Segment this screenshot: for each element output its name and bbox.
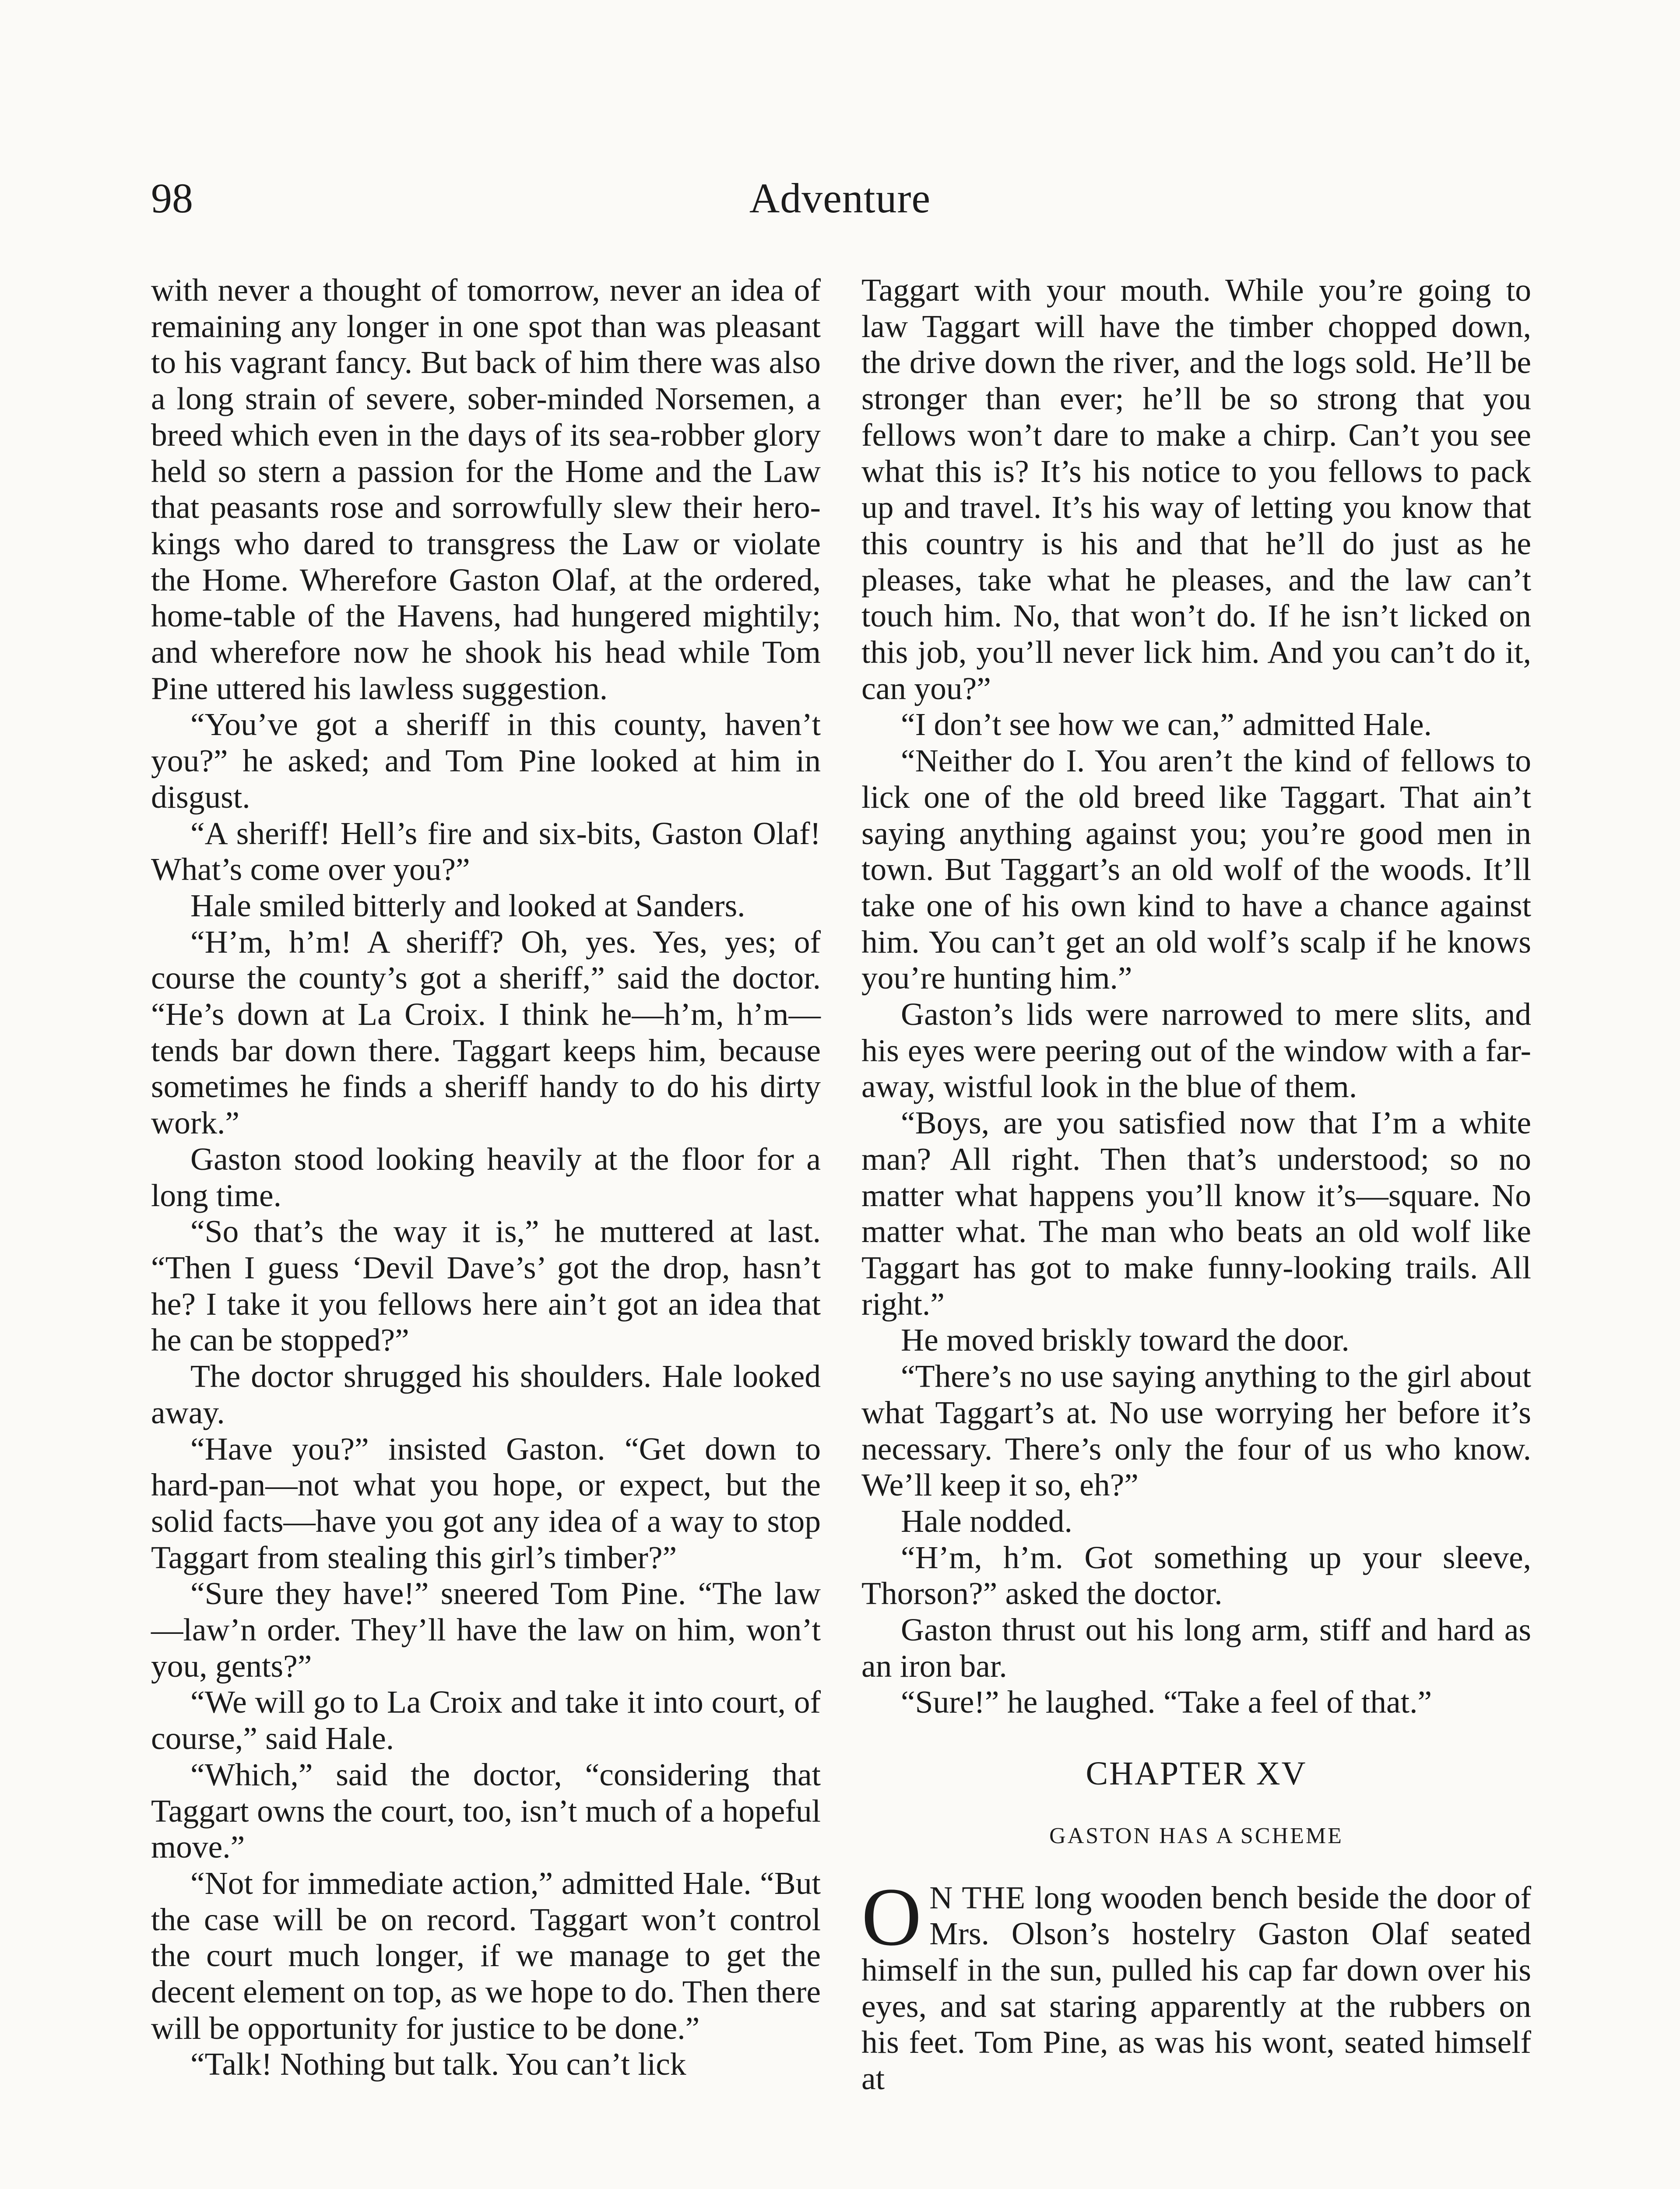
- paragraph: The doctor shrugged his shoulders. Hale looked away.: [151, 1358, 821, 1430]
- paragraph: Taggart with your mouth. While you’re going to law Taggart will have the timber chopped down, the drive down the river, and the logs sold. He’ll be stronger than ever; he’ll be so strong that you fellows won’t dare to make a chirp. Can’t you see what this is? It’s his notice to you fellows to pack up and travel. It’s his way of letting you know that this country is his and that he’ll do just as he pleases, take what he pleases, and the law can’t touch him. No, that won’t do. If he isn’t licked on this job, you’ll never lick him. And you can’t do it, can you?”: [861, 272, 1531, 706]
- paragraph: “There’s no use saying anything to the girl about what Taggart’s at. No use worrying her before it’s necessary. There’s only the four of us who know. We’ll keep it so, eh?”: [861, 1358, 1531, 1503]
- paragraph: Hale nodded.: [901, 1503, 1072, 1539]
- paragraph: “Sure they have!” sneered Tom Pine. “The law—law’n order. They’ll have the law on him, won’t you, gents?”: [151, 1576, 821, 1684]
- paragraph: “Neither do I. You aren’t the kind of fellows to lick one of the old breed like Taggart. That ain’t saying anything against you; you’re good men in town. But Taggart’s an old wolf of the woods. It’ll take one of his own kind to have a chance against him. You can’t get an old wolf’s scalp if he knows you’re hunting him.”: [861, 743, 1531, 996]
- paragraph: “Talk! Nothing but talk. You can’t lick: [190, 2046, 686, 2082]
- chapter-opening: [861, 1871, 1532, 2097]
- right-column: [861, 272, 1531, 2097]
- paragraph: Gaston stood looking heavily at the floor for a long time.: [151, 1141, 821, 1213]
- paragraph: “So that’s the way it is,” he muttered at last. “Then I guess ‘Devil Dave’s’ got the drop, hasn’t he? I take it you fellows here ain’t got an idea that he can be stopped?”: [151, 1214, 821, 1358]
- paragraph: “Have you?” insisted Gaston. “Get down to hard-pan—not what you hope, or expect, but the solid facts—have you got any idea of a way to stop Taggart from stealing this girl’s timber?”: [151, 1431, 821, 1575]
- page-header: [0, 0, 1680, 245]
- chapter-title: CHAPTER XV: [1086, 1755, 1307, 1792]
- chapter-subtitle: GASTON HAS A SCHEME: [1049, 1823, 1343, 1848]
- paragraph: Gaston’s lids were narrowed to mere slits, and his eyes were peering out of the window with a far-away, wistful look in the blue of them.: [861, 996, 1531, 1105]
- opening-small-caps: N THE: [929, 1879, 1026, 1915]
- paragraph: “I don’t see how we can,” admitted Hale.: [901, 707, 1432, 743]
- paragraph: “We will go to La Croix and take it into court, of course,” said Hale.: [151, 1684, 821, 1756]
- paragraph: “H’m, h’m! A sheriff? Oh, yes. Yes, yes; of course the county’s got a sheriff,” said the doctor. “He’s down at La Croix. I think he—h’m, h’m—tends bar down there. Taggart keeps him, because sometimes he finds a sheriff handy to do his dirty work.”: [151, 924, 821, 1141]
- magazine-title: Adventure: [749, 175, 931, 222]
- paragraph: “A sheriff! Hell’s fire and six-bits, Gaston Olaf! What’s come over you?”: [151, 815, 821, 887]
- paragraph: “Which,” said the doctor, “considering that Taggart owns the court, too, isn’t much of a hopeful move.”: [151, 1756, 821, 1865]
- page-number: 98: [151, 175, 193, 222]
- paragraph: Hale smiled bitterly and looked at Sanders.: [190, 887, 745, 923]
- paragraph: He moved briskly toward the door.: [901, 1322, 1350, 1358]
- chapter-opening-paragraph: [861, 1871, 1532, 2097]
- paragraph: “Boys, are you satisfied now that I’m a white man? All right. Then that’s understood; so no matter what happens you’ll know it’s—square. No matter what. The man who beats an old wolf like Taggart has got to make funny-looking trails. All right.”: [861, 1105, 1531, 1322]
- drop-cap: O: [861, 1871, 922, 1963]
- paragraph: “Sure!” he laughed. “Take a feel of that.”: [901, 1684, 1432, 1720]
- left-column: [151, 272, 821, 2083]
- opening-text: long wooden bench beside the door of Mrs. Olson’s hostelry Gaston Olaf seated himself in the sun, pulled his cap far down over his eyes, and sat staring apparently at the rubbers on his feet. Tom Pine, as was his wont, seated himself at: [861, 1879, 1532, 2097]
- paragraph: “Not for immediate action,” admitted Hale. “But the case will be on record. Taggart won’t control the court much longer, if we manage to get the decent element on top, as we hope to do. Then there will be opportunity for justice to be done.”: [151, 1865, 821, 2046]
- paragraph: with never a thought of tomorrow, never an idea of remaining any longer in one spot than was pleasant to his vagrant fancy. But back of him there was also a long strain of severe, sober-minded Norsemen, a breed which even in the days of its sea-robber glory held so stern a passion for the Home and the Law that peasants rose and sorrowfully slew their hero-kings who dared to transgress the Law or violate the Home. Wherefore Gaston Olaf, at the ordered, home-table of the Havens, had hungered mightily; and wherefore now he shook his head while Tom Pine uttered his lawless suggestion.: [151, 272, 821, 706]
- paragraph: “H’m, h’m. Got something up your sleeve, Thorson?” asked the doctor.: [861, 1539, 1531, 1612]
- paragraph: “You’ve got a sheriff in this county, haven’t you?” he asked; and Tom Pine looked at him in disgust.: [151, 707, 821, 815]
- paragraph: Gaston thrust out his long arm, stiff and hard as an iron bar.: [861, 1612, 1531, 1684]
